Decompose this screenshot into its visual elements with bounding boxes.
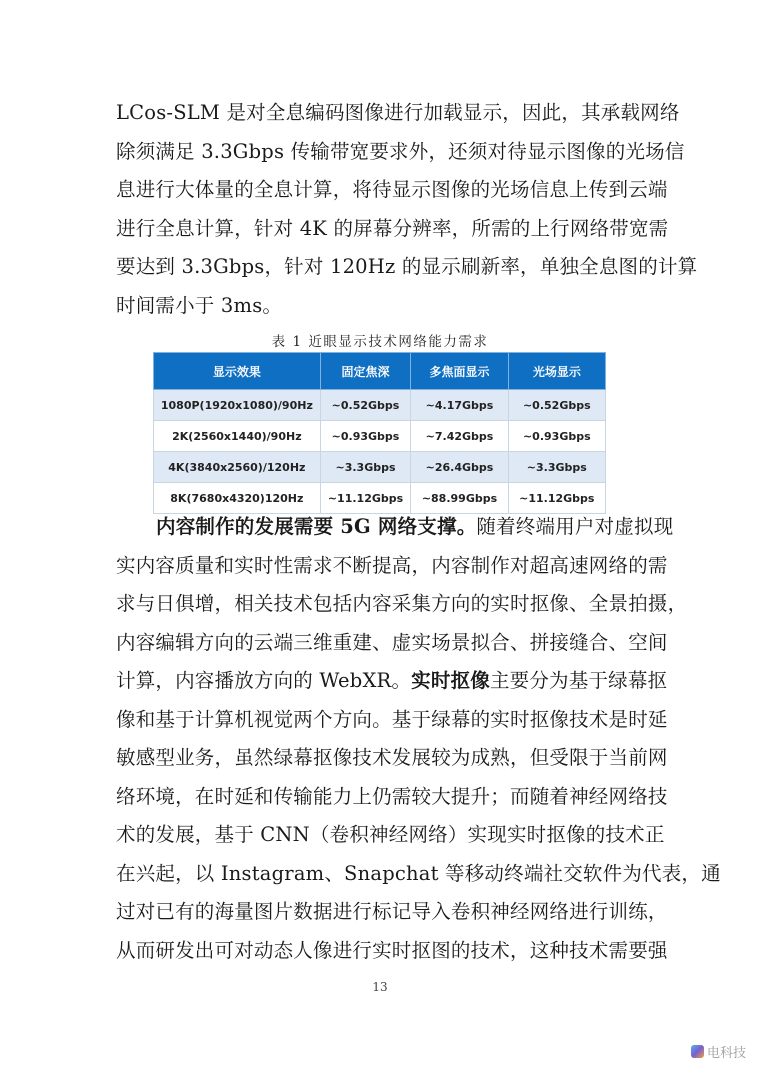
header-cell: 光场显示 xyxy=(508,353,605,390)
text-line: 从而研发出可对动态人像进行实时抠图的技术，这种技术需要强 xyxy=(116,938,668,962)
text-line: 求与日俱增，相关技术包括内容采集方向的实时抠像、全景拍摄， xyxy=(116,592,688,615)
text-line: 过对已有的海量图片数据进行标记导入卷积神经网络进行训练， xyxy=(116,900,668,923)
keyword-realtime-matting: 实时抠像 xyxy=(411,669,490,692)
table-row xyxy=(154,421,606,452)
table-cell: ~4.17Gbps xyxy=(411,390,508,421)
paragraph-lcos-slm xyxy=(116,94,698,325)
table-cell: ~88.99Gbps xyxy=(411,483,508,514)
brand-logo-icon xyxy=(691,1045,704,1058)
table-cell: ~7.42Gbps xyxy=(411,421,508,452)
paragraph-content-production xyxy=(116,508,721,970)
network-requirements-table xyxy=(153,352,606,514)
text-line: 除须满足 3.3Gbps 传输带宽要求外，还须对待显示图像的光场信 xyxy=(116,139,685,163)
section-heading: 内容制作的发展需要 5G 网络支撑。 xyxy=(156,515,477,538)
text-line xyxy=(116,508,674,547)
text-line: LCos-SLM 是对全息编码图像进行加载显示，因此，其承载网络 xyxy=(116,101,680,124)
text-line: 时间需小于 3ms。 xyxy=(116,293,283,317)
text-line xyxy=(116,662,668,701)
table-caption: 表 1 近眼显示技术网络能力需求 xyxy=(271,334,489,350)
text-line: 息进行大体量的全息计算，将待显示图像的光场信息上传到云端 xyxy=(116,178,668,201)
table-cell: 4K(3840x2560)/120Hz xyxy=(154,452,321,483)
table-cell: 1080P(1920x1080)/90Hz xyxy=(154,390,321,421)
text-line: 敏感型业务，虽然绿幕抠像技术发展较为成熟，但受限于当前网 xyxy=(116,746,668,769)
table-cell: ~3.3Gbps xyxy=(508,452,605,483)
text-line: 像和基于计算机视觉两个方向。基于绿幕的实时抠像技术是时延 xyxy=(116,707,668,731)
table-row xyxy=(154,452,606,483)
table-cell: ~0.52Gbps xyxy=(508,390,605,421)
text-line: 术的发展，基于 CNN（卷积神经网络）实现实时抠像的技术正 xyxy=(116,823,665,846)
watermark xyxy=(691,1042,746,1061)
table-header-row xyxy=(154,353,606,390)
header-cell: 多焦面显示 xyxy=(411,353,508,390)
text-line: 在兴起，以 Instagram、Snapchat 等移动终端社交软件为代表，通 xyxy=(116,861,721,885)
table-cell: 2K(2560x1440)/90Hz xyxy=(154,421,321,452)
text-line: 实内容质量和实时性需求不断提高，内容制作对超高速网络的需 xyxy=(116,553,668,577)
text-line: 要达到 3.3Gbps，针对 120Hz 的显示刷新率，单独全息图的计算 xyxy=(116,255,698,278)
text-span: 主要分为基于绿幕抠 xyxy=(489,669,668,692)
table-row xyxy=(154,390,606,421)
text-line: 络环境，在时延和传输能力上仍需较大提升；而随着神经网络技 xyxy=(116,784,668,808)
header-cell: 显示效果 xyxy=(154,353,321,390)
text-span: 计算，内容播放方向的 WebXR。 xyxy=(116,669,412,692)
table-cell: ~0.52Gbps xyxy=(320,390,411,421)
text-span: 随着终端用户对虚拟现 xyxy=(476,515,674,538)
text-line: 进行全息计算，针对 4K 的屏幕分辨率，所需的上行网络带宽需 xyxy=(116,216,669,240)
table-cell: ~11.12Gbps xyxy=(508,483,605,514)
table-cell: ~3.3Gbps xyxy=(320,452,411,483)
table-cell: ~0.93Gbps xyxy=(508,421,605,452)
table-cell: ~11.12Gbps xyxy=(320,483,411,514)
table-cell: 8K(7680x4320)120Hz xyxy=(154,483,321,514)
watermark-text: 电科技 xyxy=(706,1046,746,1061)
text-line: 内容编辑方向的云端三维重建、虚实场景拟合、拼接缝合、空间 xyxy=(116,630,668,654)
table-cell: ~0.93Gbps xyxy=(320,421,411,452)
page-number: 13 xyxy=(372,980,388,994)
header-cell: 固定焦深 xyxy=(320,353,411,390)
table-cell: ~26.4Gbps xyxy=(411,452,508,483)
